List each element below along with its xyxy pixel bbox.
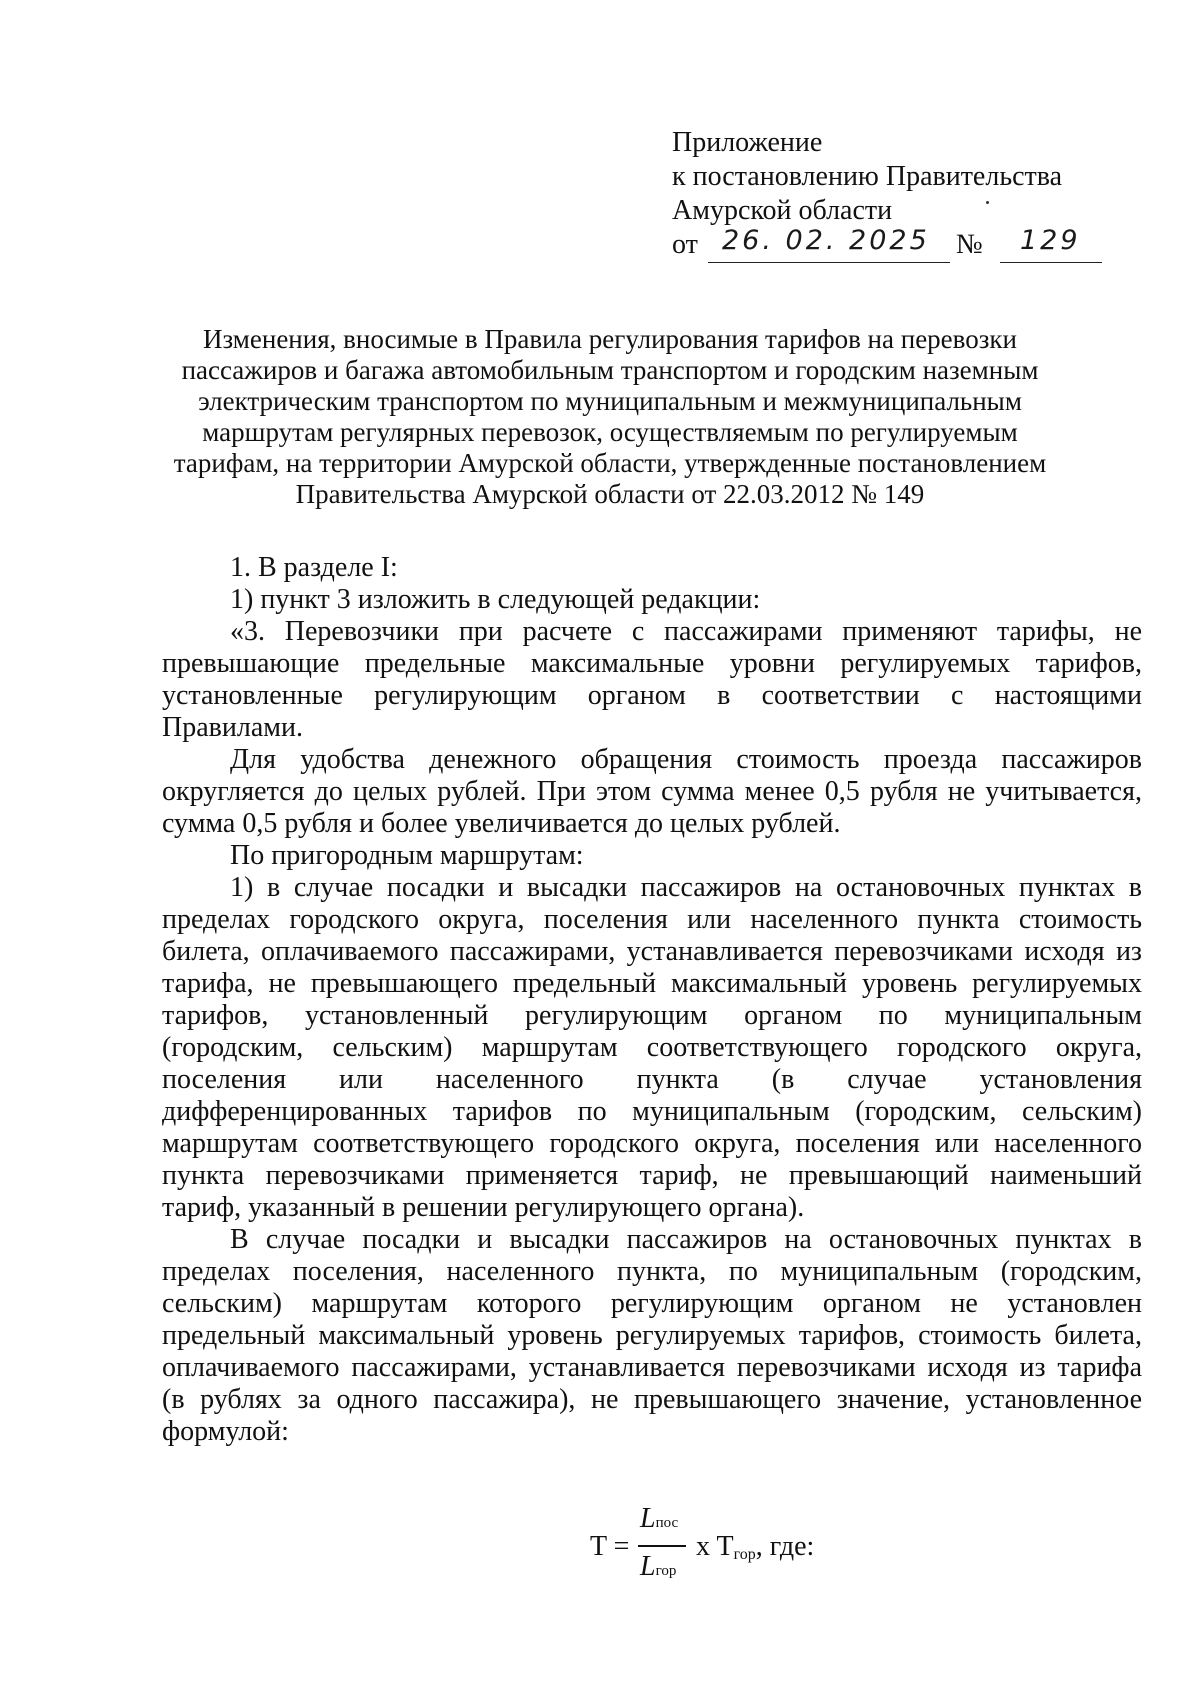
stray-dot bbox=[986, 201, 989, 204]
paragraph-line: превышающие предельные максимальные уровни регулируемых тарифов, bbox=[162, 648, 1142, 679]
paragraph-line: маршрутам соответствующего городского округа, поселения или населенного bbox=[162, 1128, 1142, 1159]
paragraph-line: пункта перевозчиками применяется тариф, не превышающий наименьший bbox=[162, 1160, 1142, 1191]
formula-denominator bbox=[640, 1551, 676, 1583]
number-field bbox=[1000, 225, 1102, 263]
document-body bbox=[162, 552, 1142, 1448]
title-line: электрическим транспортом по муниципальным и межмуниципальным bbox=[198, 386, 1022, 416]
formula-times: x T bbox=[696, 1531, 734, 1562]
date-field bbox=[708, 225, 950, 263]
paragraph-line: (в рублях за одного пассажира), не превышающего значение, установленное bbox=[162, 1384, 1142, 1415]
paragraph-line: дифференцированных тарифов по муниципальным (городским, сельским) bbox=[162, 1096, 1142, 1127]
paragraph-line: формулой: bbox=[162, 1416, 289, 1447]
paragraph-line: тариф, указанный в решении регулирующего органа). bbox=[162, 1192, 805, 1223]
paragraph-line: билета, оплачиваемого пассажирами, устанавливается перевозчиками исходя из bbox=[162, 936, 1142, 967]
number-sign: № bbox=[956, 229, 983, 260]
paragraph-line: (городским, сельским) маршрутам соответствующего городского округа, bbox=[162, 1032, 1142, 1063]
title-line: маршрутам регулярных перевозок, осуществляемым по регулируемым bbox=[202, 417, 1018, 447]
formula-t-sub: гор bbox=[733, 1546, 756, 1563]
appendix-line: к постановлению Правительства bbox=[672, 161, 1063, 192]
document-title bbox=[150, 324, 1070, 510]
formula-rhs bbox=[696, 1531, 814, 1564]
handwritten-date: 26. 02. 2025 bbox=[722, 225, 930, 256]
appendix-line: Приложение bbox=[672, 127, 823, 158]
ot-label: от bbox=[672, 229, 698, 260]
appendix-date-line bbox=[672, 225, 1132, 268]
paragraph-line: предельный максимальный уровень регулируемых тарифов, стоимость билета, bbox=[162, 1320, 1142, 1351]
paragraph-line: В случае посадки и высадки пассажиров на остановочных пунктах в bbox=[230, 1224, 1142, 1255]
appendix-header bbox=[672, 126, 1132, 268]
paragraph-line: тарифов, установленный регулирующим органом по муниципальным bbox=[162, 1000, 1142, 1031]
title-line: Правительства Амурской области от 22.03.2012 № 149 bbox=[295, 479, 925, 509]
paragraph-line: «3. Перевозчики при расчете с пассажирами применяют тарифы, не bbox=[230, 616, 1142, 647]
paragraph-line: 1) в случае посадки и высадки пассажиров на остановочных пунктах в bbox=[230, 872, 1142, 903]
paragraph-line: округляется до целых рублей. При этом сумма менее 0,5 рубля не учитывается, bbox=[162, 776, 1142, 807]
paragraph-line: По пригородным маршрутам: bbox=[230, 840, 584, 871]
paragraph-section: 1. В разделе I: bbox=[230, 552, 398, 583]
paragraph-line: сельским) маршрутам которого регулирующим органом не установлен bbox=[162, 1288, 1142, 1319]
denominator-sub: гор bbox=[655, 1563, 677, 1579]
formula-tail: , где: bbox=[755, 1531, 815, 1562]
paragraph-line: оплачиваемого пассажирами, устанавливается перевозчиками исходя из тарифа bbox=[162, 1352, 1142, 1383]
title-line: Изменения, вносимые в Правила регулирования тарифов на перевозки bbox=[203, 324, 1017, 354]
paragraph-line: Правилами. bbox=[162, 712, 303, 743]
handwritten-number: 129 bbox=[1020, 225, 1081, 256]
title-line: тарифам, на территории Амурской области, утвержденные постановлением bbox=[173, 448, 1047, 478]
appendix-line: Амурской области bbox=[672, 195, 893, 226]
paragraph-line: пределах поселения, населенного пункта, по муниципальным (городским, bbox=[162, 1256, 1142, 1287]
fraction-bar bbox=[638, 1545, 686, 1547]
paragraph-line: тарифа, не превышающего предельный максимальный уровень регулируемых bbox=[162, 968, 1142, 999]
denominator-var: L bbox=[640, 1551, 656, 1582]
paragraph-item: 1) пункт 3 изложить в следующей редакции: bbox=[230, 584, 761, 615]
paragraph-line: сумма 0,5 рубля и более увеличивается до целых рублей. bbox=[162, 808, 841, 839]
title-line: пассажиров и багажа автомобильным транспортом и городским наземным bbox=[181, 355, 1039, 385]
paragraph-line: установленные регулирующим органом в соответствии с настоящими bbox=[162, 680, 1142, 711]
paragraph-line: Для удобства денежного обращения стоимость проезда пассажиров bbox=[230, 744, 1142, 775]
paragraph-line: пределах городского округа, поселения или населенного пункта стоимость bbox=[162, 904, 1142, 935]
formula-numerator bbox=[640, 1503, 678, 1535]
numerator-var: L bbox=[640, 1503, 656, 1534]
numerator-sub: пос bbox=[655, 1515, 679, 1531]
paragraph-line: поселения или населенного пункта (в случае установления bbox=[162, 1064, 1142, 1095]
formula-lhs: T = bbox=[590, 1531, 630, 1562]
